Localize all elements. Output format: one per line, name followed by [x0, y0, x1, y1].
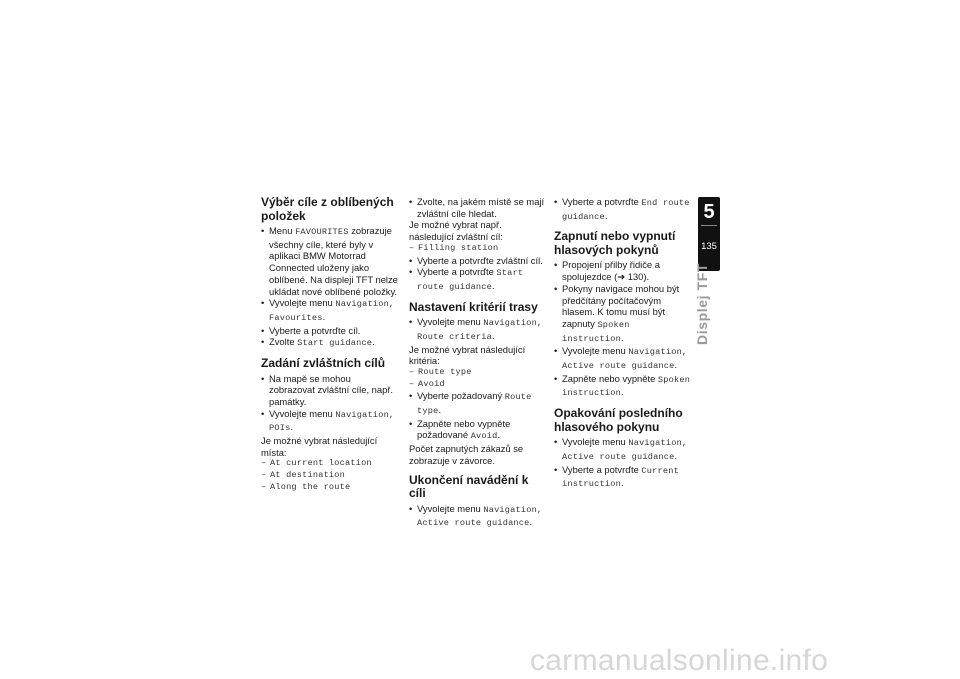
heading-special-destinations: Zadání zvláštních cílů — [261, 356, 386, 371]
bullet-item — [261, 408, 399, 435]
text: Menu — [269, 225, 296, 236]
watermark: carmanualsonline.info — [530, 644, 829, 677]
column-2 — [409, 196, 547, 530]
text: Vyvolejte menu — [417, 316, 484, 328]
bullet-item — [554, 436, 692, 463]
dash-item: – At current location — [261, 458, 399, 470]
menu-code: Navigation, Active route guidance — [417, 504, 543, 529]
text: Pokyny navigace mohou být předčítány počítačovým hlasem. K tomu musí být zapnuty — [562, 282, 680, 329]
divider — [701, 225, 717, 226]
text: Vyvolejte menu — [417, 502, 484, 514]
dash-item: – Along the route — [261, 482, 399, 494]
text: Vyberte požadovaný — [417, 390, 505, 402]
bullet-item — [261, 297, 399, 324]
bullet-item — [409, 390, 547, 417]
heading-favourites: Výběr cíle z oblíbených položek — [261, 195, 394, 223]
bullet-item — [261, 336, 399, 350]
bullet-item — [554, 259, 692, 282]
bullet-item: • Zvolte, na jakém místě se mají zvláštní cíle hledat. — [409, 196, 547, 219]
dash-item: – Route type — [409, 367, 547, 379]
bullet-item — [554, 373, 692, 400]
menu-code: Avoid — [470, 431, 498, 442]
bullet-item — [554, 464, 692, 491]
text: . — [438, 404, 442, 416]
text: Zapněte nebo vypněte požadované — [417, 417, 511, 441]
bullet-item — [554, 345, 692, 372]
text: Vyvolejte menu — [269, 407, 336, 419]
text: Vyvolejte menu — [562, 436, 629, 448]
heading-voice-instructions: Zapnutí nebo vypnutí hlasových pokynů — [554, 229, 676, 257]
bullet-item — [409, 266, 547, 293]
menu-code: Navigation, Favourites — [269, 299, 395, 323]
menu-code: Current instruction — [562, 465, 679, 490]
text: Vyberte a potvrďte — [562, 463, 642, 475]
arrow-right-icon: ➜ — [617, 271, 626, 283]
menu-code: Navigation, Active route guidance — [562, 347, 688, 372]
paragraph: Počet zapnutých zákazů se zobrazuje v závorce. — [409, 443, 524, 466]
page-number: 135 — [701, 241, 717, 252]
menu-code: Start route guidance — [417, 268, 524, 292]
text: Vyvolejte menu — [562, 345, 629, 357]
text: . — [674, 449, 678, 461]
heading-repeat-instruction: Opakování posledního hlasového pokynu — [554, 406, 683, 434]
bullet-item — [554, 283, 692, 346]
text: zobrazuje všechny cíle, které byly v aplikaci BMW Motorrad Connected uloženy jako oblíbené. Na displeji TFT nelze ukládat nové oblíbené položky. — [269, 225, 398, 297]
menu-code: Spoken instruction — [562, 374, 691, 399]
text: . — [372, 336, 375, 348]
bullet-item: • Na mapě se mohou zobrazovat zvláštní cíle, např. památky. — [261, 373, 399, 408]
menu-code: FAVOURITES — [295, 227, 349, 237]
bullet-item — [409, 418, 547, 443]
column-1 — [261, 196, 399, 494]
chapter-title: Displej TFT — [694, 262, 710, 345]
menu-code: Navigation, POIs — [269, 409, 395, 434]
dash-item: – Avoid — [409, 379, 547, 391]
text: . — [322, 310, 326, 322]
chapter-number: 5 — [703, 201, 715, 223]
bullet-item: • Vyberte a potvrďte cíl. — [261, 325, 399, 337]
text: . — [497, 429, 501, 441]
menu-code: Start guidance — [297, 338, 373, 349]
bullet-item: • Vyberte a potvrďte zvláštní cíl. — [409, 255, 547, 267]
column-3 — [554, 196, 692, 491]
paragraph: Je možné vybrat např. následující zvláštní cíl: — [409, 219, 503, 243]
text: . — [529, 516, 533, 528]
text: Zvolte — [269, 336, 298, 348]
text: Zapněte nebo vypněte — [562, 372, 658, 384]
text: . — [620, 331, 624, 343]
text: Vyberte a potvrďte — [417, 266, 497, 278]
text: . — [620, 477, 624, 489]
text: . — [492, 329, 495, 341]
text: . — [674, 359, 678, 371]
bullet-item — [409, 503, 547, 530]
text: . — [492, 279, 495, 291]
text: Vyberte a potvrďte — [562, 196, 642, 207]
text: 130). — [625, 271, 650, 283]
bullet-item — [261, 225, 399, 297]
heading-end-guidance: Ukončení navádění k cíli — [409, 472, 529, 501]
text: . — [620, 386, 624, 398]
paragraph: Je možné vybrat následující kritéria: — [409, 343, 526, 367]
text: . — [290, 421, 294, 433]
dash-item: – Filling station — [409, 243, 547, 255]
text: . — [604, 209, 608, 221]
text: Propojení přilby řidiče a spolujezdce ( — [562, 259, 660, 283]
paragraph: Je možné vybrat následující místa: — [261, 435, 378, 458]
menu-code: Navigation, Route criteria — [417, 318, 543, 342]
heading-route-criteria: Nastavení kritérií trasy — [409, 299, 538, 314]
bullet-item — [409, 316, 547, 343]
menu-code: Spoken instruction — [562, 319, 630, 344]
bullet-item — [554, 196, 692, 223]
menu-code: Navigation, Active route guidance — [562, 438, 688, 462]
dash-item: – At destination — [261, 470, 399, 482]
text: Vyvolejte menu — [269, 297, 336, 309]
menu-code: Route type — [417, 392, 532, 417]
chapter-tab — [698, 197, 720, 271]
menu-code: End route guidance — [562, 198, 690, 222]
